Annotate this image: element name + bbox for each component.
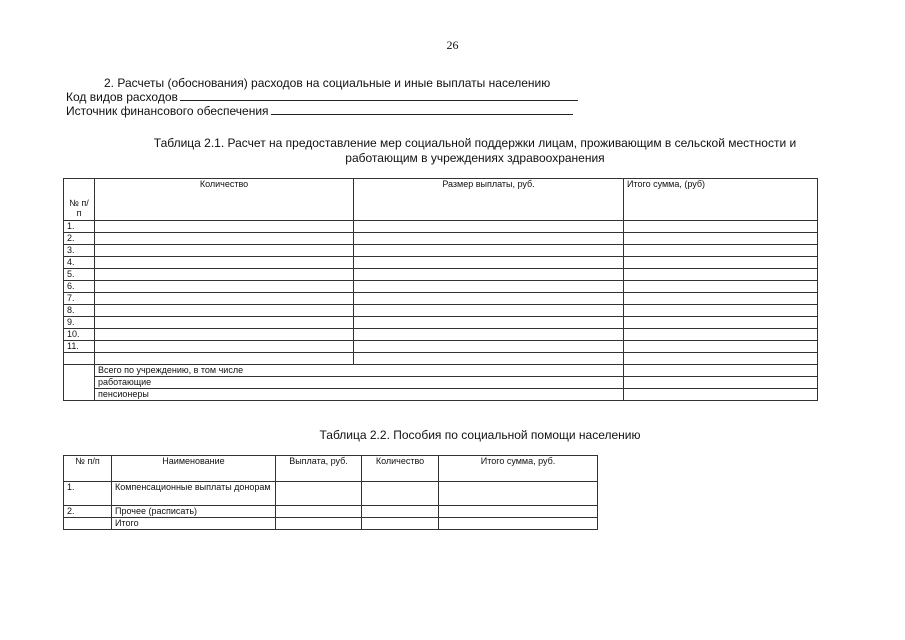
table1-summary-row — [64, 377, 818, 389]
table1-row-num: 8. — [64, 305, 95, 317]
table1-cell-payment[interactable] — [354, 329, 624, 341]
table1-cell-payment[interactable] — [354, 341, 624, 353]
table1-cell-quantity[interactable] — [95, 221, 354, 233]
page-number: 26 — [446, 38, 459, 52]
table1-header-quantity: Количество — [95, 179, 354, 221]
table1-header-num: № п/п — [64, 179, 95, 221]
table1-row — [64, 305, 818, 317]
table2-header-num: № п/п — [64, 456, 112, 482]
table1-cell-payment[interactable] — [354, 269, 624, 281]
table2-total-row — [64, 518, 598, 530]
table1-row — [64, 317, 818, 329]
funding-source-field[interactable] — [271, 103, 573, 115]
table1-summary-label: пенсионеры — [95, 389, 624, 401]
table1-cell-total[interactable] — [624, 221, 818, 233]
table1-caption — [120, 136, 830, 166]
table1-summary-label: Всего по учреждению, в том числе — [95, 365, 624, 377]
table1-cell-payment[interactable] — [354, 305, 624, 317]
table1-row-num: 9. — [64, 317, 95, 329]
table1-row — [64, 341, 818, 353]
table1-summary-row — [64, 389, 818, 401]
table2-row — [64, 482, 598, 506]
table1-header-payment: Размер выплаты, руб. — [354, 179, 624, 221]
table1-cell-payment[interactable] — [354, 257, 624, 269]
table1-row — [64, 329, 818, 341]
table2-row-name: Прочее (расписать) — [112, 506, 276, 518]
table1-header-total: Итого сумма, (руб) — [624, 179, 818, 221]
table1-summary-row — [64, 365, 818, 377]
table1-row-num: 3. — [64, 245, 95, 257]
table1-cell-quantity[interactable] — [95, 329, 354, 341]
table2-header-name: Наименование — [112, 456, 276, 482]
table1-row — [64, 257, 818, 269]
table1-row — [64, 221, 818, 233]
table1-cell-total[interactable] — [624, 233, 818, 245]
table1-row — [64, 269, 818, 281]
table2-row-num: 1. — [64, 482, 112, 506]
table1-cell-quantity[interactable] — [95, 317, 354, 329]
table1-cell-total[interactable] — [624, 257, 818, 269]
table1-row-num: 10. — [64, 329, 95, 341]
table1-cell-quantity[interactable] — [95, 233, 354, 245]
table1-cell-total[interactable] — [624, 329, 818, 341]
table1-row — [64, 293, 818, 305]
table1-row-num: 5. — [64, 269, 95, 281]
expense-code-label: Код видов расходов — [66, 90, 178, 104]
table1-row-num: 1. — [64, 221, 95, 233]
table1-spacer-row — [64, 353, 818, 365]
table1-row-num: 2. — [64, 233, 95, 245]
table1-cell-payment[interactable] — [354, 317, 624, 329]
table1-cell-payment[interactable] — [354, 221, 624, 233]
table2-header-payment: Выплата, руб. — [276, 456, 362, 482]
table1-cell-payment[interactable] — [354, 293, 624, 305]
table1-cell-payment[interactable] — [354, 233, 624, 245]
table1-cell-payment[interactable] — [354, 281, 624, 293]
table2-header-total: Итого сумма, руб. — [439, 456, 598, 482]
table1-cell-total[interactable] — [624, 317, 818, 329]
table1-cell-quantity[interactable] — [95, 293, 354, 305]
funding-source-row — [66, 103, 573, 118]
table2-row-name: Компенсационные выплаты донорам — [112, 482, 276, 506]
table1-row — [64, 281, 818, 293]
table1-cell-quantity[interactable] — [95, 341, 354, 353]
expense-code-field[interactable] — [180, 89, 578, 101]
table2-row-name: Итого — [112, 518, 276, 530]
table1-cell-total[interactable] — [624, 281, 818, 293]
section-title: 2. Расчеты (обоснования) расходов на социальные и иные выплаты населению — [104, 76, 551, 90]
table1-row — [64, 233, 818, 245]
table1-cell-quantity[interactable] — [95, 305, 354, 317]
table1-cell-quantity[interactable] — [95, 245, 354, 257]
table1-cell-total[interactable] — [624, 245, 818, 257]
table1-row-num: 11. — [64, 341, 95, 353]
table2 — [63, 455, 598, 530]
table1-cell-total[interactable] — [624, 269, 818, 281]
table1-cell-total[interactable] — [624, 293, 818, 305]
table1-cell-payment[interactable] — [354, 245, 624, 257]
table2-header-row — [64, 456, 598, 482]
table1-header-row — [64, 179, 818, 221]
funding-source-label: Источник финансового обеспечения — [66, 104, 269, 118]
table1-summary-label: работающие — [95, 377, 624, 389]
table1 — [63, 178, 818, 401]
table1-row-num: 6. — [64, 281, 95, 293]
table1-caption-line2: работающим в учреждениях здравоохранения — [345, 151, 605, 165]
table2-caption: Таблица 2.2. Пособия по социальной помощи населению — [319, 428, 641, 442]
table1-cell-quantity[interactable] — [95, 257, 354, 269]
table1-cell-quantity[interactable] — [95, 281, 354, 293]
table1-cell-total[interactable] — [624, 305, 818, 317]
expense-code-row — [66, 89, 578, 104]
table2-row — [64, 506, 598, 518]
table1-cell-total[interactable] — [624, 341, 818, 353]
table2-header-quantity: Количество — [362, 456, 439, 482]
table2-row-num — [64, 518, 112, 530]
table1-row — [64, 245, 818, 257]
table1-row-num: 7. — [64, 293, 95, 305]
table1-cell-quantity[interactable] — [95, 269, 354, 281]
table1-caption-line1: Таблица 2.1. Расчет на предоставление мер социальной поддержки лицам, проживающим в сельской местности и — [153, 136, 797, 150]
table2-row-num: 2. — [64, 506, 112, 518]
table1-row-num: 4. — [64, 257, 95, 269]
